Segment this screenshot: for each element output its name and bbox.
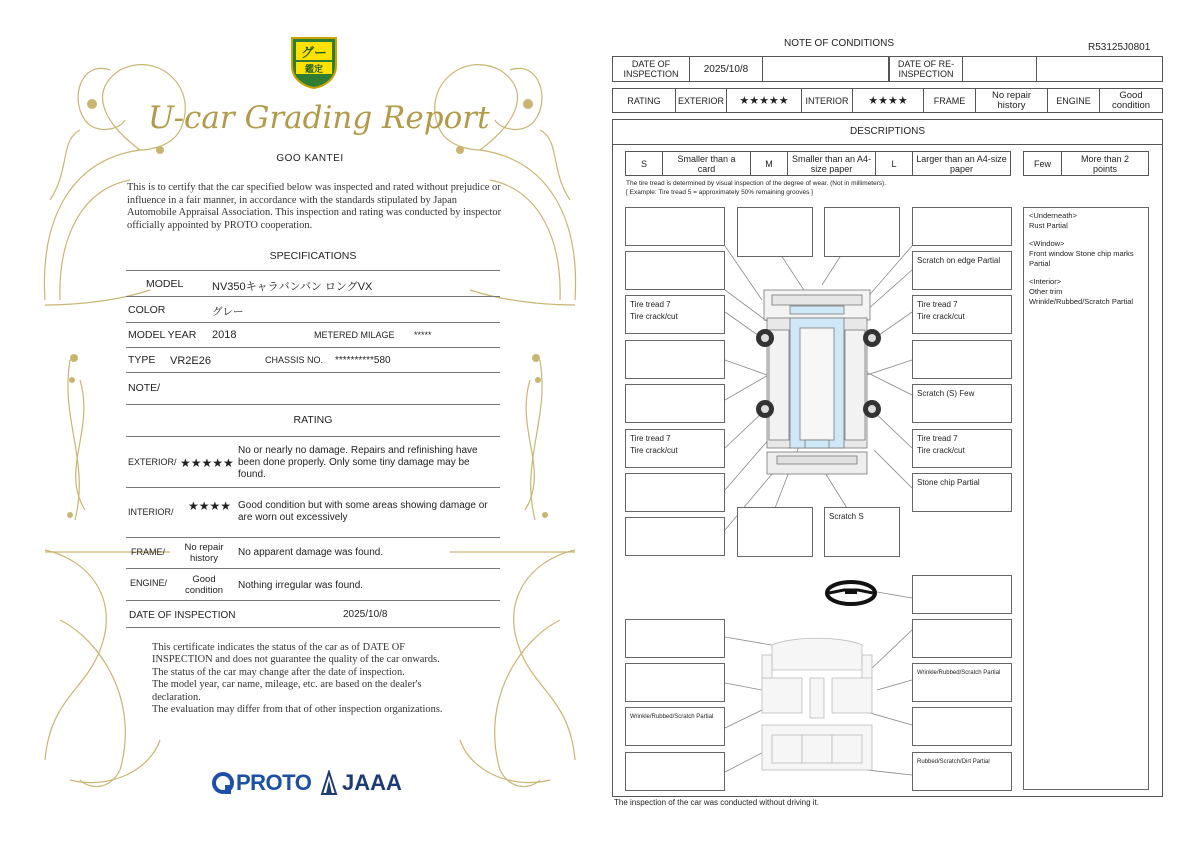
underneath-value: Rust Partial: [1029, 221, 1068, 230]
callout-box: [625, 752, 725, 791]
divider: [126, 296, 500, 297]
report-subtitle: GOO KANTEI: [276, 153, 344, 164]
remarks-panel: [1023, 207, 1149, 790]
model-label: MODEL: [146, 278, 184, 290]
date-value: 2025/10/8: [343, 609, 388, 620]
model-year-value: 2018: [212, 329, 237, 341]
callout-box-scratch-edge: Scratch on edge Partial: [912, 251, 1012, 290]
divider: [126, 487, 500, 488]
tire-crack: Tire crack/cut: [630, 312, 678, 321]
interior-value: Wrinkle/Rubbed/Scratch Partial: [1029, 297, 1134, 306]
exterior-stars: ★★★★★: [727, 89, 802, 112]
exterior-desc: No or nearly no damage. Repairs and refinishing have been done properly. Only some tiny damage may be found.: [238, 445, 478, 480]
intro-text: This is to certify that the car specified below was inspected and rated without prejudice or influence in a fair manner, in accordance with the standards stipulated by Japan Automobile Appraisal Association. This inspection and rating was conducted by inspector officially appointed by PROTO cooperation.: [127, 182, 502, 231]
color-label: COLOR: [128, 304, 166, 316]
footer-line: declaration.: [152, 691, 201, 703]
legend-few: Few: [1024, 152, 1062, 175]
callout-box: [625, 517, 725, 556]
jaaa-logo-icon: [318, 770, 340, 796]
callout-box-interior-left: Wrinkle/Rubbed/Scratch Partial: [625, 707, 725, 746]
underneath-heading: <Underneath>: [1029, 211, 1077, 220]
footer-line: The model year, car name, mileage, etc. are based on the dealer's: [152, 679, 422, 691]
date-row: [612, 56, 1163, 82]
callout-box-stone-chip: Stone chip Partial: [912, 473, 1012, 512]
exterior-label: EXTERIOR/: [128, 457, 177, 467]
tire-tread: Tire tread 7: [917, 300, 958, 309]
interior-value: Other trim: [1029, 287, 1063, 296]
legend-few-text: More than 2 points: [1080, 153, 1130, 174]
frame-value: No repair history: [184, 542, 224, 564]
date-of-inspection-value: 2025/10/8: [690, 57, 763, 81]
interior-label: INTERIOR/: [128, 507, 174, 517]
tire-crack: Tire crack/cut: [917, 446, 965, 455]
engine-label: ENGINE/: [130, 578, 168, 588]
engine-value: Good condition: [184, 574, 224, 596]
divider: [126, 436, 500, 437]
few-legend: [1023, 151, 1149, 176]
callout-box: [625, 207, 725, 246]
inspection-footnote: The inspection of the car was conducted without driving it.: [614, 798, 819, 807]
divider: [126, 568, 500, 569]
callout-box: [625, 663, 725, 702]
jaaa-logo: JAAA: [342, 770, 402, 795]
divider: [126, 270, 500, 271]
callout-box: [912, 707, 1012, 746]
tire-tread: Tire tread 7: [630, 300, 671, 309]
interior-label: INTERIOR: [802, 89, 853, 112]
date-of-reinspection-label: DATE OF RE-INSPECTION: [889, 57, 963, 81]
callout-box: [912, 619, 1012, 658]
svg-text:鑑定: 鑑定: [304, 65, 324, 75]
legend-l: L: [876, 152, 913, 175]
window-value: Front window Stone chip marks Partial: [1029, 249, 1134, 268]
divider: [126, 322, 500, 323]
steering-wheel-icon: [827, 582, 875, 604]
rating-label: RATING: [613, 89, 676, 112]
callout-box-interior-right: Wrinkle/Rubbed/Scratch Partial: [912, 663, 1012, 702]
exterior-stars: ★★★★★: [180, 456, 234, 470]
tire-note: The tire tread is determined by visual inspection of the degree of wear. (Not in millimeters).: [626, 180, 887, 187]
size-legend: [625, 151, 1011, 176]
interior-heading: <Interior>: [1029, 277, 1062, 286]
date-label: DATE OF INSPECTION: [129, 610, 236, 621]
divider: [126, 347, 500, 348]
callout-box: [737, 507, 813, 557]
footer-line: This certificate indicates the status of the car as of DATE OF: [152, 642, 406, 653]
engine-desc: Nothing irregular was found.: [238, 580, 364, 591]
date-of-inspection-label: DATE OF INSPECTION: [613, 57, 690, 81]
legend-s: S: [626, 152, 663, 175]
reference-number: R53125J0801: [1088, 42, 1151, 53]
legend-m: M: [751, 152, 788, 175]
model-value: NV350キャラバンバン ロングVX: [212, 281, 373, 293]
interior-stars: ★★★★: [188, 499, 232, 513]
callout-box-scratch-s: Scratch S: [824, 507, 900, 557]
callout-box-tire-rear-right: [912, 429, 1012, 468]
divider: [126, 537, 500, 538]
tire-example: [ Example: Tire tread 5 = approximately 50% remaining grooves ]: [626, 189, 813, 196]
callout-box: [912, 207, 1012, 246]
legend-l-text: Larger than an A4-size paper: [916, 153, 1007, 174]
chassis-label: CHASSIS NO.: [265, 355, 324, 365]
tire-crack: Tire crack/cut: [917, 312, 965, 321]
exterior-label: EXTERIOR: [676, 89, 727, 112]
callout-box: [625, 619, 725, 658]
divider: [126, 600, 500, 601]
divider: [126, 372, 500, 373]
callout-box-scratch-few: Scratch (S) Few: [912, 384, 1012, 423]
legend-s-text: Smaller than a card: [663, 152, 751, 175]
callout-box: [625, 251, 725, 290]
frame-label: FRAME: [924, 89, 976, 112]
tire-crack: Tire crack/cut: [630, 446, 678, 455]
tire-tread: Tire tread 7: [917, 434, 958, 443]
empty-cell: [763, 57, 889, 81]
proto-logo-icon: [212, 772, 234, 794]
divider: [126, 627, 500, 628]
callout-box: [912, 575, 1012, 614]
type-value: VR2E26: [170, 355, 211, 367]
interior-stars: ★★★★: [853, 89, 924, 112]
window-heading: <Window>: [1029, 239, 1065, 248]
rating-row: [612, 88, 1163, 113]
interior-desc: Good condition but with some areas showing damage or are worn out excessively: [238, 500, 488, 523]
note-label: NOTE/: [128, 382, 161, 394]
callout-box-interior-rear: Rubbed/Scratch/Dirt Partial: [912, 752, 1012, 791]
model-year-label: MODEL YEAR: [128, 329, 197, 341]
metered-milage-label: METERED MILAGE: [314, 330, 395, 340]
callout-box: [625, 384, 725, 423]
divider: [126, 404, 500, 405]
frame-value: No repair history: [976, 89, 1048, 112]
proto-logo: PROTO: [236, 770, 312, 795]
callout-box: [625, 340, 725, 379]
footer-line: INSPECTION and does not guarantee the quality of the car onwards.: [152, 654, 440, 666]
descriptions-title: DESCRIPTIONS: [612, 119, 1163, 145]
callout-box-tire-front-right: [912, 295, 1012, 334]
callout-box: [824, 207, 900, 257]
specifications-title: SPECIFICATIONS: [269, 250, 357, 262]
tire-tread: Tire tread 7: [630, 434, 671, 443]
footer-line: The status of the car may change after the date of inspection.: [152, 666, 405, 678]
metered-milage-value: *****: [414, 330, 432, 340]
chassis-value: **********580: [335, 355, 391, 366]
frame-desc: No apparent damage was found.: [238, 547, 384, 558]
footer-line: The evaluation may differ from that of other inspection organizations.: [152, 704, 443, 716]
note-title: NOTE OF CONDITIONS: [784, 38, 894, 49]
engine-value: Good condition: [1111, 89, 1151, 111]
legend-m-text: Smaller than an A4-size paper: [788, 152, 876, 175]
callout-box: [737, 207, 813, 257]
callout-box: [912, 340, 1012, 379]
empty-cell: [963, 57, 1037, 81]
color-value: グレー: [212, 306, 244, 318]
type-label: TYPE: [128, 354, 156, 366]
certificate-footer: [152, 642, 482, 716]
goo-kantei-badge-icon: [286, 32, 342, 90]
rating-title: RATING: [293, 414, 333, 426]
callout-box: [625, 473, 725, 512]
report-title: U-car Grading Report: [148, 100, 490, 136]
callout-box-tire-rear-left: [625, 429, 725, 468]
frame-label: FRAME/: [131, 547, 166, 557]
engine-label: ENGINE: [1048, 89, 1100, 112]
svg-text:グー: グー: [300, 46, 328, 61]
callout-box-tire-front-left: [625, 295, 725, 334]
